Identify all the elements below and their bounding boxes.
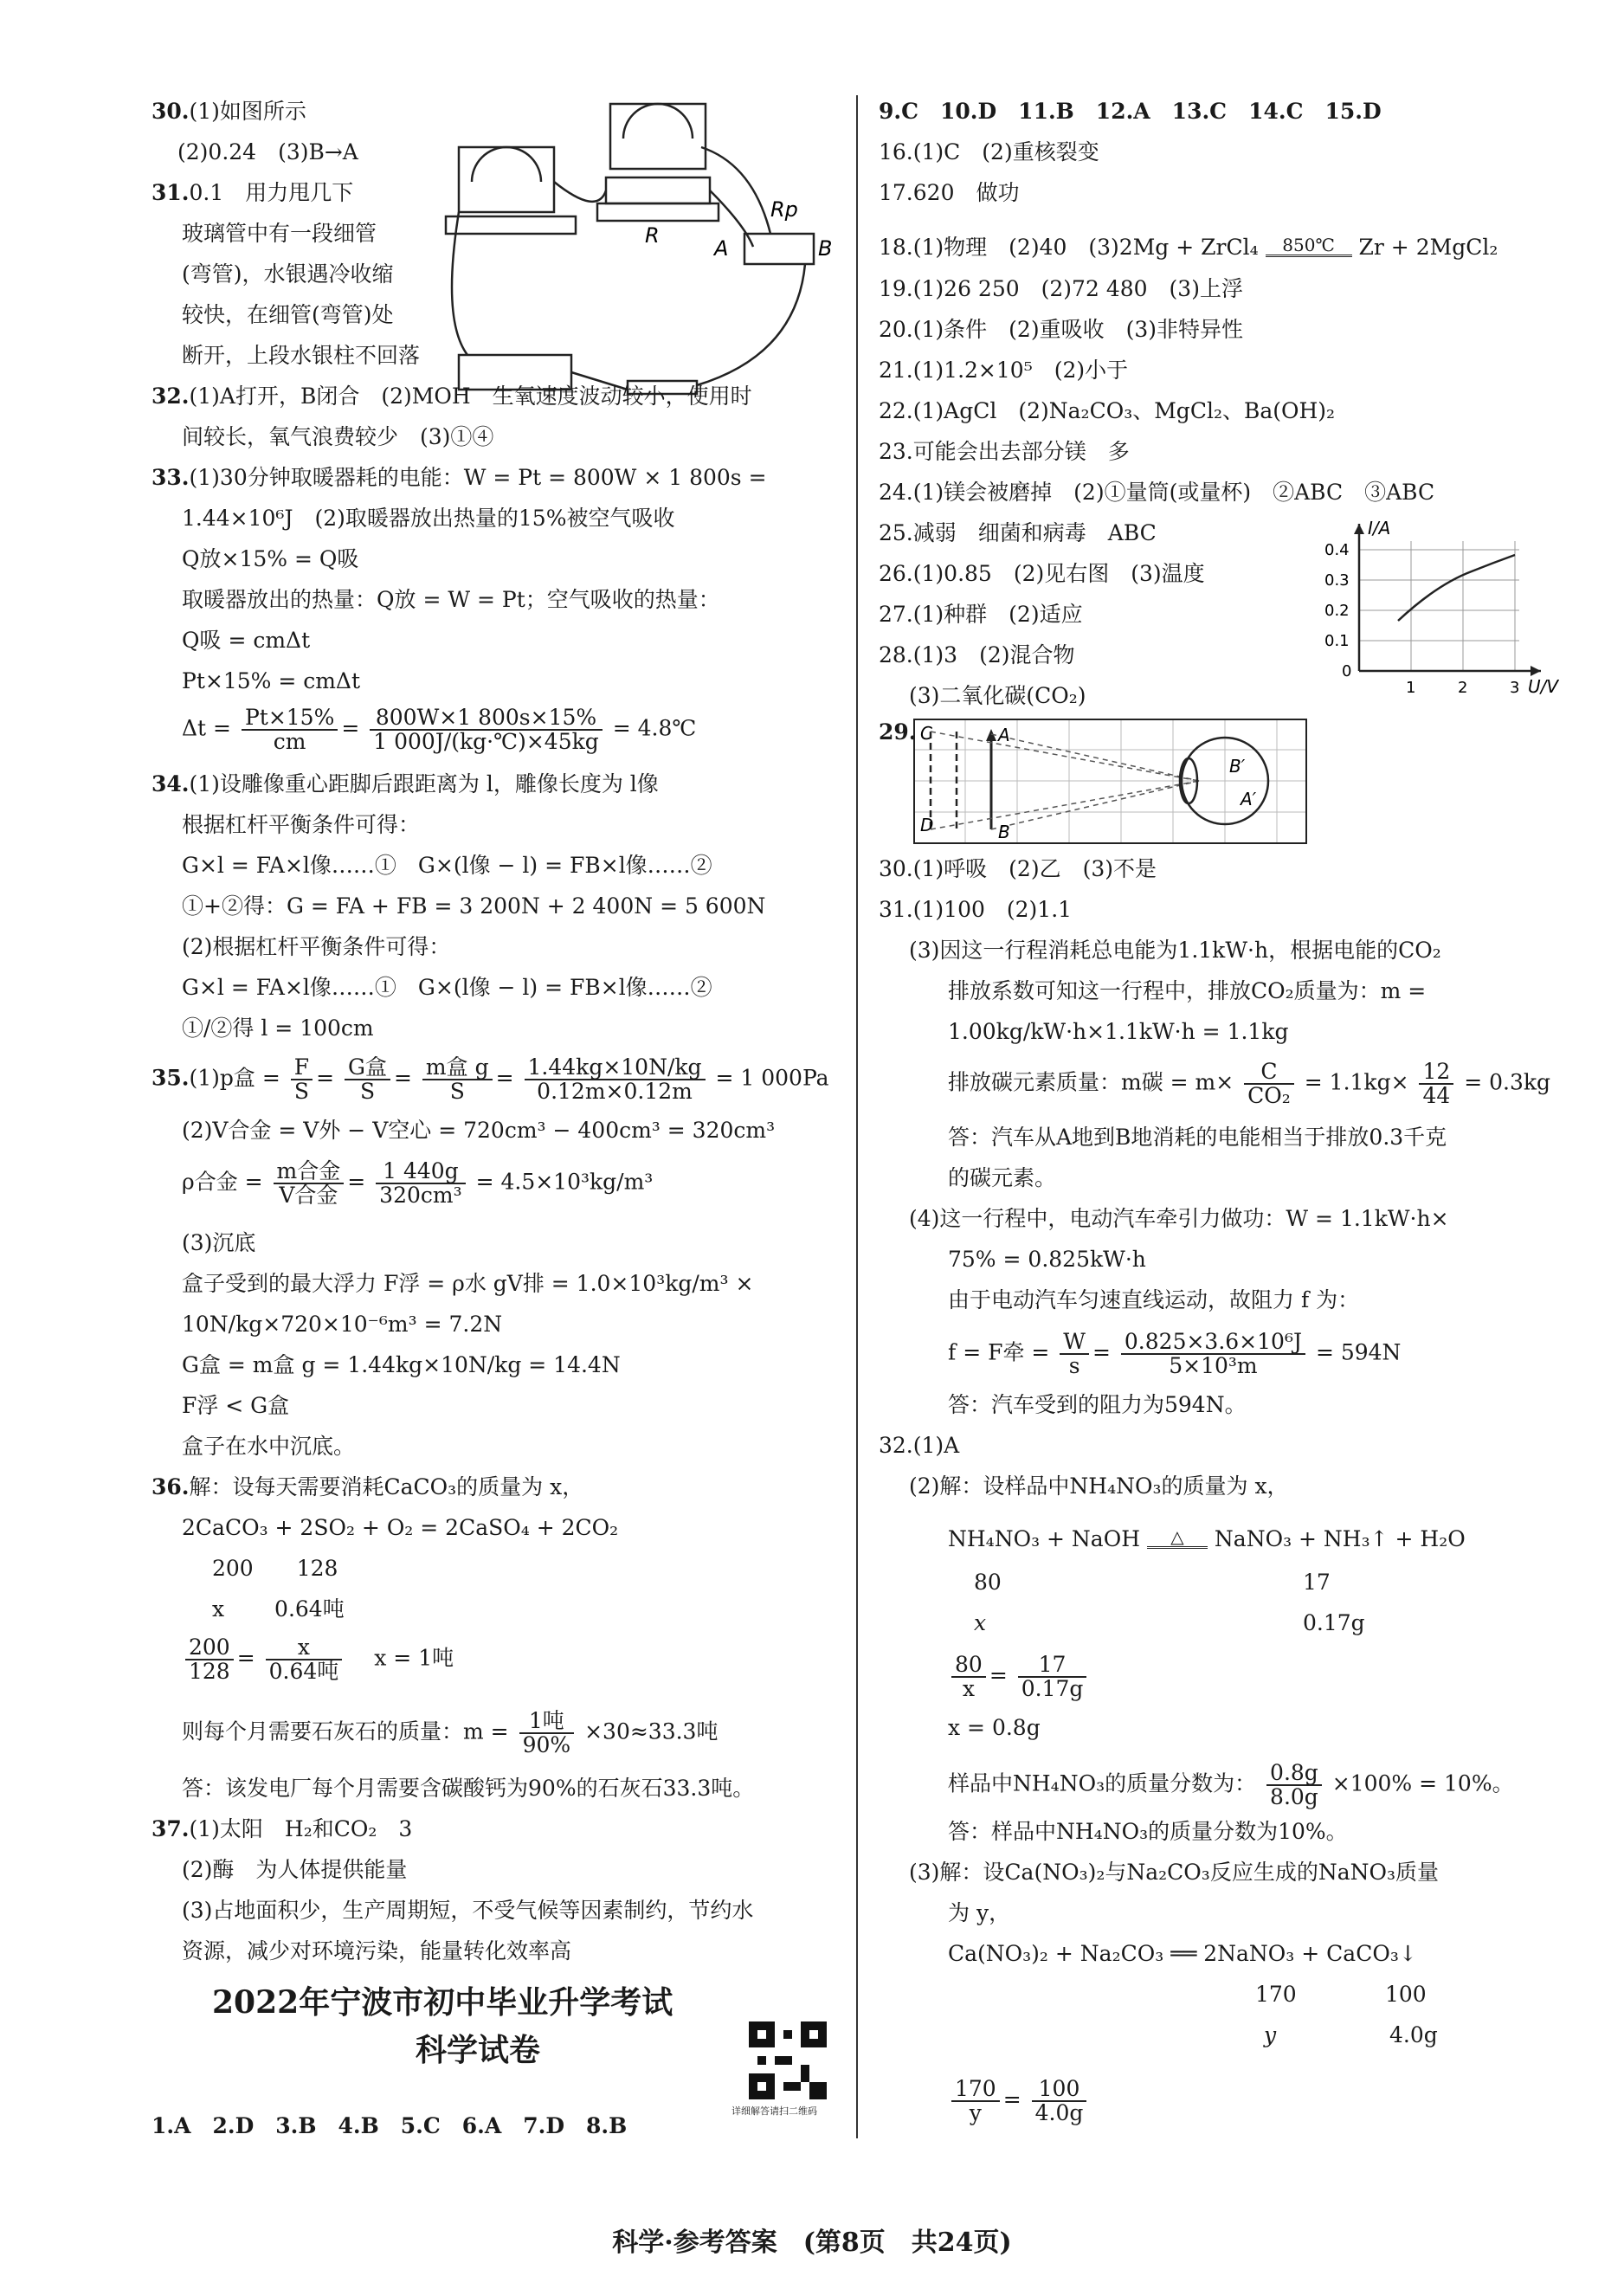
q19: 19.(1)26 250 (2)72 480 (3)上浮 (879, 276, 1243, 301)
q35-line2: (2)V合金 = V外 − V空心 = 720cm³ − 400cm³ = 320cm³ (182, 1118, 776, 1143)
q32-line1: 32.(1)A打开，B闭合 (2)MOH 生氧速度波动较小，使用时 (151, 384, 752, 409)
q32-eq2-ratio2: y (1264, 2022, 1277, 2047)
q36-monthly-mass: 则每个月需要石灰石的质量：m = $\frac{\text{1吨}}{90\%}$ ×30≈33.3吨 (182, 1708, 719, 1757)
q36-answer: 答：该发电厂每个月需要含碳酸钙为90%的石灰石33.3吨。 (182, 1776, 755, 1801)
q31-force-answer: 答：汽车受到的阻力为594N。 (948, 1392, 1247, 1417)
q24: 24.(1)镁会被磨掉 (2)①量筒(或量杯) ②ABC ③ABC (879, 480, 1435, 505)
q31-right-line3: 排放系数可知这一行程中，排放CO₂质量为：m = (948, 978, 1427, 1003)
q31-line3: (弯管)，水银遇冷收缩 (182, 261, 394, 287)
q34-line7: ①/②得 l = 100cm (182, 1016, 374, 1041)
q31-force-formula: f = F牵 = $\frac{W}{s}$ = $\frac{\text{0.825×3.6×10⁶J}}{\text{5×10³m}}$ = 594N (948, 1329, 1402, 1378)
ammeter-box (459, 147, 554, 212)
q34-line5: (2)根据杠杆平衡条件可得： (182, 934, 451, 959)
eye-diagram (913, 719, 1307, 844)
eye-label-B: B (998, 822, 1010, 842)
eye-label-D: D (920, 815, 934, 835)
q37-line1: 37.(1)太阳 H₂和CO₂ 3 (151, 1816, 413, 1841)
q31-right-line7: (4)这一行程中，电动汽车牵引力做功：W = 1.1kW·h× (909, 1206, 1449, 1231)
q32-eq2-ratio2b: 4.0g (1389, 2022, 1438, 2047)
ytick-0.3: 0.3 (1324, 571, 1350, 590)
q28-line2: (3)二氧化碳(CO₂) (909, 683, 1086, 708)
q36-proportion: $\frac{200}{128}$ = $\frac{x}{\text{0.64吨}}$ x = 1吨 (182, 1636, 454, 1683)
q31-right-line2: (3)因这一行程消耗总电能为1.1kW·h，根据电能的CO₂ (909, 938, 1441, 963)
q33-line1: 33.(1)30分钟取暖器耗的电能：W = Pt = 800W × 1 800s = (151, 465, 767, 490)
q36-line1: 36.解：设每天需要消耗CaCO₃的质量为 x， (151, 1474, 584, 1499)
q35-density-formula: ρ合金 = $\frac{\text{m合金}}{\text{V合金}}$ = $\frac{1 440g}{\text{320cm³}}$ = 4.5×10³kg/m³ (182, 1158, 654, 1208)
graph-xlabel: U/V (1528, 676, 1559, 697)
q35-line5: 盒子受到的最大浮力 F浮 = ρ水 gV排 = 1.0×10³kg/m³ × (182, 1271, 754, 1296)
q29-number: 29. (879, 719, 917, 745)
eye-label-Aprime: A′ (1241, 789, 1257, 809)
graph-ylabel: I/A (1368, 518, 1391, 538)
page-footer: 科学·参考答案 (第8页 共24页) (612, 2228, 1012, 2258)
q33-dt-formula: Δt = $\frac{Pt\times 15\%}{cm}$ = $\frac{800W\times 1 800s\times 15\%}{1 000J/(kg\cdot℃)\times 45kg}$ = 4.8℃ (182, 705, 697, 754)
exam-title: 2022年宁波市初中毕业升学考试 (212, 1984, 673, 2021)
q31-right-ans1: 答：汽车从A地到B地消耗的电能相当于排放0.3千克 (948, 1125, 1447, 1150)
circuit-label-B: B (818, 236, 833, 261)
xtick-2: 2 (1458, 679, 1468, 697)
q33-line6: Pt×15% = cmΔt (182, 668, 361, 693)
q32-eq1-ratio2: x (974, 1610, 987, 1635)
q17: 17.620 做功 (879, 180, 1020, 205)
q18: 18.(1)物理 (2)40 (3)2Mg + ZrCl₄ 850℃ Zr + 2MgCl₂ (879, 234, 1498, 262)
q31-line5: 断开，上段水银柱不回落 (182, 343, 421, 368)
q22: 22.(1)AgCl (2)Na₂CO₃、MgCl₂、Ba(OH)₂ (879, 398, 1336, 423)
q31-right-line4: 1.00kg/kW·h×1.1kW·h = 1.1kg (948, 1019, 1289, 1044)
ytick-0: 0 (1342, 662, 1352, 680)
mc-answers-9-15: 9.C 10.D 11.B 12.A 13.C 14.C 15.D (879, 99, 1382, 124)
mc-answers-1-8: 1.A 2.D 3.B 4.B 5.C 6.A 7.D 8.B (151, 2113, 628, 2138)
q32-percentage-answer: 答：样品中NH₄NO₃的质量分数为10%。 (948, 1819, 1348, 1844)
q32-part3-line1: (3)解：设Ca(NO₃)₂与Na₂CO₃反应生成的NaNO₃质量 (909, 1860, 1439, 1885)
q32-line2: 间较长，氧气浪费较少 (3)①④ (182, 424, 494, 449)
q28-line1: 28.(1)3 (2)混合物 (879, 642, 1075, 667)
q27: 27.(1)种群 (2)适应 (879, 602, 1083, 627)
q35-line6: 10N/kg×720×10⁻⁶m³ = 7.2N (182, 1312, 503, 1337)
q31-line1: 31.0.1 用力甩几下 (151, 180, 354, 205)
q31-right-line9: 由于电动汽车匀速直线运动，故阻力 f 为： (948, 1287, 1360, 1312)
qr-code-icon[interactable] (749, 2021, 827, 2099)
q32-x-result: x = 0.8g (948, 1715, 1041, 1740)
eye-label-A: A (998, 725, 1010, 745)
q35-pressure-formula: 35.(1)p盒 = $\frac{F}{S}$ = $\frac{\text{G盒}}{S}$ = $\frac{\text{m盒 g}}{S}$ = $\frac{1.44kg\times 10N/kg}{0.12m\times 0.12m}$ = 1 000Pa (151, 1054, 829, 1104)
q34-line4: ①+②得：G = FA + FB = 3 200N + 2 400N = 5 600N (182, 893, 766, 919)
column-divider (856, 95, 858, 2138)
circuit-diagram (424, 95, 848, 424)
q30-line1: 30.(1)如图所示 (151, 99, 306, 124)
ammeter-dial (472, 147, 541, 182)
q35-line8: F浮 < G盒 (182, 1393, 290, 1418)
xtick-1: 1 (1406, 679, 1416, 697)
eye-label-C: C (920, 723, 932, 744)
q33-line3: Q放×15% = Q吸 (182, 546, 359, 571)
qr-caption: 详细解答请扫二维码 (731, 2105, 817, 2117)
exam-subtitle: 科学试卷 (416, 2032, 541, 2068)
circuit-label-Rp: Rp (770, 197, 798, 222)
ytick-0.4: 0.4 (1324, 541, 1350, 559)
voltmeter-box (610, 104, 706, 169)
q25: 25.减弱 细菌和病毒 ABC (879, 520, 1157, 545)
q32-eq1-ratio2b: 0.17g (1303, 1610, 1365, 1635)
q16: 16.(1)C (2)重核裂变 (879, 139, 1099, 164)
q34-line6: G×l = FA×l像……① G×(l像 − l) = FB×l像……② (182, 975, 712, 1000)
q26: 26.(1)0.85 (2)见右图 (3)温度 (879, 561, 1205, 586)
q31-line4: 较快，在细管(弯管)处 (182, 302, 394, 327)
q32-proportion2: $\frac{170}{y}$ = $\frac{100}{4.0g}$ (948, 2078, 1090, 2125)
q31-right-ans2: 的碳元素。 (948, 1165, 1057, 1190)
q21: 21.(1)1.2×10⁵ (2)小于 (879, 358, 1129, 383)
voltmeter-dial (623, 104, 693, 139)
q31-right-line1: 31.(1)100 (2)1.1 (879, 897, 1073, 922)
ytick-0.2: 0.2 (1324, 602, 1350, 620)
q32-right-line2: (2)解：设样品中NH₄NO₃的质量为 x， (909, 1473, 1289, 1499)
q37-line2: (2)酶 为人体提供能量 (182, 1857, 408, 1882)
q32-eq2-ratio1: 170 (1255, 1982, 1297, 2007)
q31-carbon-formula: 排放碳元素质量：m碳 = m× $\frac{C}{\text{CO₂}}$ = 1.1kg× $\frac{12}{44}$ = 0.3kg (948, 1059, 1551, 1108)
q33-line4: 取暖器放出的热量：Q放 = W = Pt；空气吸收的热量： (182, 587, 720, 612)
ytick-0.1: 0.1 (1324, 632, 1350, 650)
q32-part3-line2: 为 y， (948, 1900, 1011, 1925)
q36-ratio-row1: 200 128 (212, 1556, 338, 1581)
q34-line1: 34.(1)设雕像重心距脚后跟距离为 l，雕像长度为 l像 (151, 771, 659, 796)
rheostat-Rp (744, 234, 814, 264)
q35-line9: 盒子在水中沉底。 (182, 1434, 356, 1459)
q37-line4: 资源，减少对环境污染，能量转化效率高 (182, 1938, 572, 1963)
q36-equation: 2CaCO₃ + 2SO₂ + O₂ = 2CaSO₄ + 2CO₂ (182, 1515, 619, 1540)
q20: 20.(1)条件 (2)重吸收 (3)非特异性 (879, 317, 1243, 342)
q33-line2: 1.44×10⁶J (2)取暖器放出热量的15%被空气吸收 (182, 506, 675, 531)
q32-eq1-ratio1b: 17 (1303, 1570, 1331, 1595)
q36-ratio-row2: x 0.64吨 (212, 1596, 345, 1622)
q30-line2: (2)0.24 (3)B→A (177, 139, 358, 164)
q33-line5: Q吸 = cmΔt (182, 628, 311, 653)
q32-eq1-ratio1: 80 (974, 1570, 1002, 1595)
iu-graph (1307, 515, 1584, 701)
q37-line3: (3)占地面积少，生产周期短，不受气候等因素制约，节约水 (182, 1898, 754, 1923)
q35-line4: (3)沉底 (182, 1230, 256, 1255)
q34-line3: G×l = FA×l像……① G×(l像 − l) = FB×l像……② (182, 853, 712, 878)
q31-line2: 玻璃管中有一段细管 (182, 221, 377, 246)
circuit-label-R: R (645, 223, 660, 248)
q34-line2: 根据杠杆平衡条件可得： (182, 812, 421, 837)
eye-label-Bprime: B′ (1229, 756, 1246, 777)
q32-eq2-ratio1b: 100 (1385, 1982, 1427, 2007)
q32-equation2: Ca(NO₃)₂ + Na₂CO₃ ══ 2NaNO₃ + CaCO₃↓ (948, 1941, 1417, 1966)
xtick-3: 3 (1510, 679, 1520, 697)
q32-percentage: 样品中NH₄NO₃的质量分数为： $\frac{0.8g}{8.0g}$ ×100% = 10%。 (948, 1760, 1514, 1809)
q30-right: 30.(1)呼吸 (2)乙 (3)不是 (879, 856, 1157, 881)
q31-right-line8: 75% = 0.825kW·h (948, 1247, 1146, 1272)
q35-line7: G盒 = m盒 g = 1.44kg×10N/kg = 14.4N (182, 1352, 621, 1377)
resistor-R (606, 177, 710, 203)
q23: 23.可能会出去部分镁 多 (879, 439, 1130, 464)
q32-equation1: NH₄NO₃ + NaOH △ NaNO₃ + NH₃↑ + H₂O (948, 1525, 1466, 1554)
q32-proportion1: $\frac{80}{x}$ = $\frac{17}{0.17g}$ (948, 1654, 1090, 1700)
circuit-label-A: A (714, 236, 729, 261)
iu-curve (1398, 555, 1515, 621)
q32-right-line1: 32.(1)A (879, 1433, 960, 1458)
